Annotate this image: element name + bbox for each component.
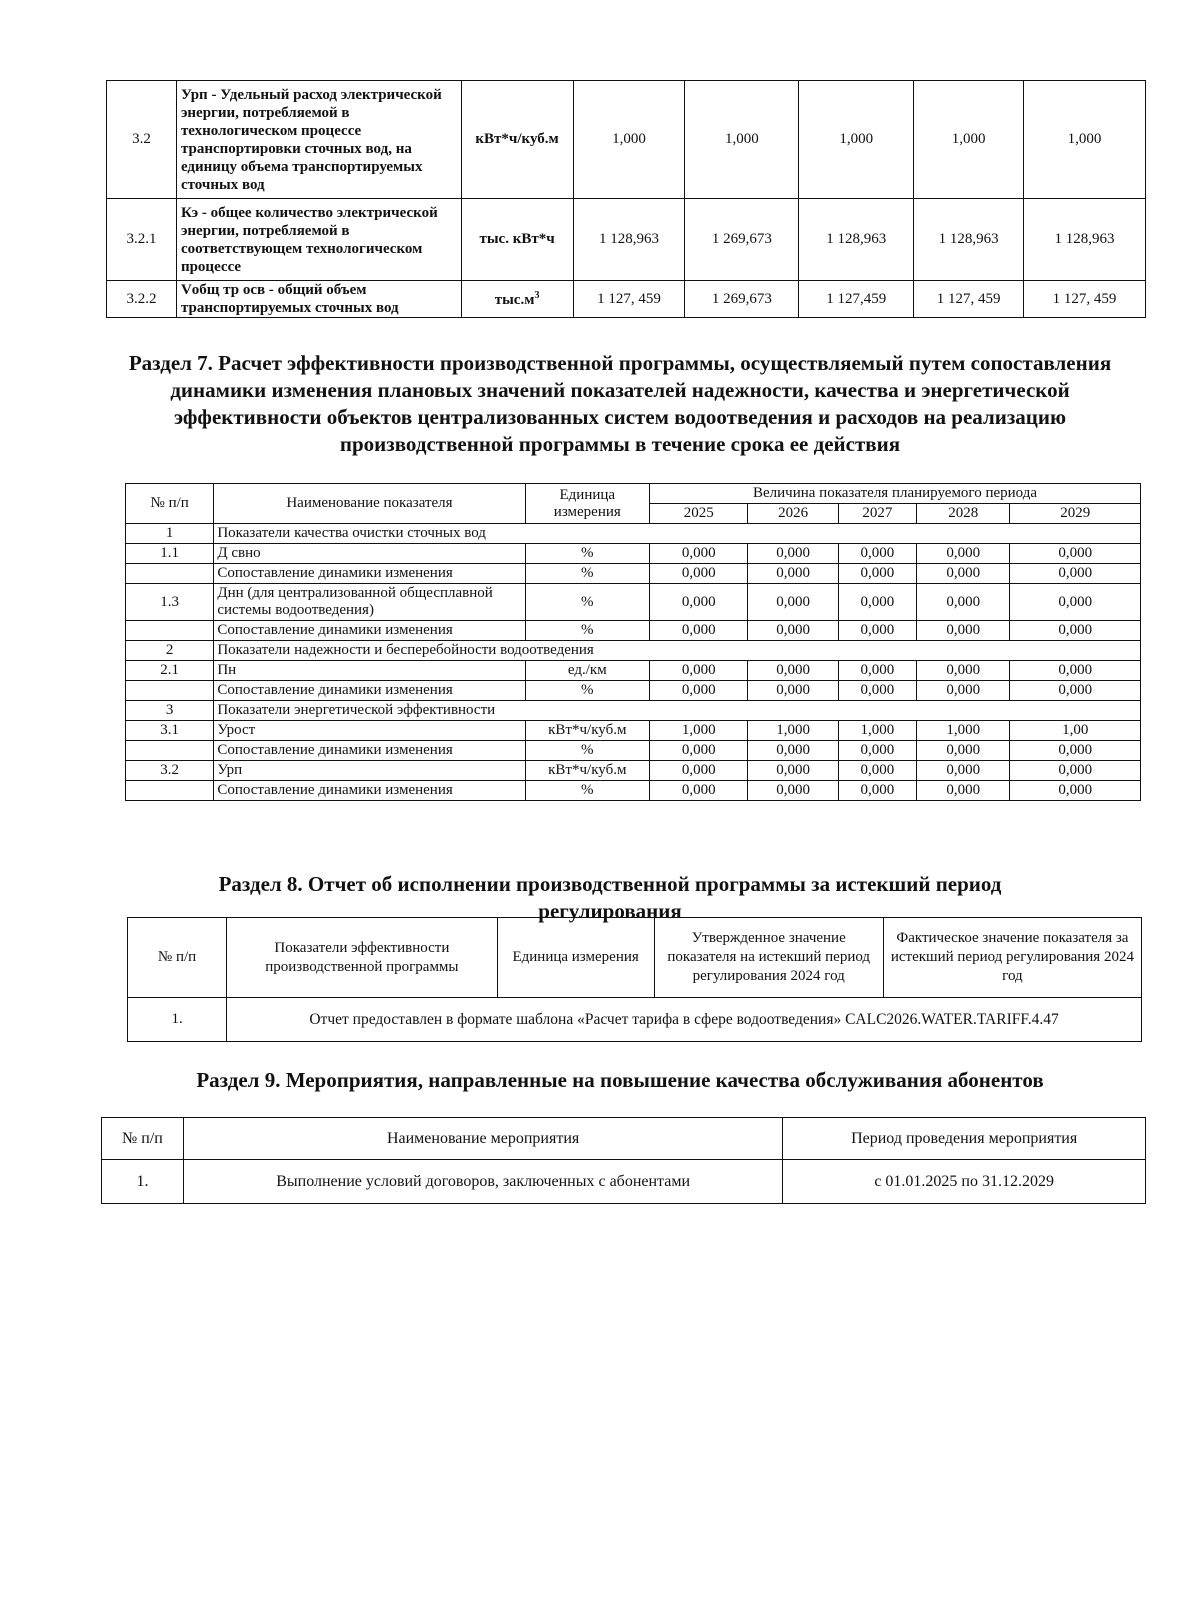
report-header-actual: Фактическое значение показателя за истекший период регулирования 2024 год	[883, 918, 1141, 998]
row-value: 0,000	[650, 661, 748, 681]
row-value: 0,000	[838, 544, 916, 564]
row-value: 1,000	[914, 81, 1024, 199]
unit-superscript: 3	[534, 289, 540, 301]
header-year: 2027	[838, 504, 916, 524]
row-value: 1 127, 459	[914, 281, 1024, 318]
row-num	[126, 781, 214, 801]
row-value: 0,000	[838, 584, 916, 621]
group-row	[126, 641, 1141, 661]
header-num: № п/п	[126, 484, 214, 524]
row-value: 0,000	[917, 584, 1010, 621]
report-header-num: № п/п	[128, 918, 227, 998]
row-value: 1 127,459	[799, 281, 914, 318]
indicator-row	[126, 781, 1141, 801]
row-unit: %	[525, 584, 649, 621]
row-num: 2	[126, 641, 214, 661]
group-name: Показатели надежности и бесперебойности водоотведения	[214, 641, 1141, 661]
row-value: 0,000	[1010, 564, 1141, 584]
row-unit: %	[525, 564, 649, 584]
row-value: 1,000	[748, 721, 838, 741]
activities-header-row	[102, 1118, 1146, 1160]
row-value: 1 127, 459	[573, 281, 685, 318]
row-name: Урп - Удельный расход электрической энергии, потребляемой в технологическом процессе транспортировки сточных вод, на единицу объема транспортируемых сточных вод	[176, 81, 461, 199]
row-value: 1,000	[650, 721, 748, 741]
row-value: 0,000	[650, 621, 748, 641]
row-name: Урост	[214, 721, 525, 741]
row-name: Сопоставление динамики изменения	[214, 741, 525, 761]
row-value: 1,000	[685, 81, 799, 199]
row-num: 3.2	[126, 761, 214, 781]
row-value: 0,000	[650, 584, 748, 621]
row-value: 0,000	[748, 564, 838, 584]
row-value: 1 127, 459	[1024, 281, 1146, 318]
report-header-approved: Утвержденное значение показателя на истекший период регулирования 2024 год	[654, 918, 883, 998]
indicator-row	[126, 621, 1141, 641]
row-value: 0,000	[917, 661, 1010, 681]
row-name: Сопоставление динамики изменения	[214, 621, 525, 641]
report-row	[128, 998, 1142, 1042]
header-year: 2029	[1010, 504, 1141, 524]
row-value: 0,000	[650, 781, 748, 801]
row-value: 0,000	[1010, 681, 1141, 701]
row-value: 0,000	[1010, 741, 1141, 761]
report-table	[127, 917, 1142, 1042]
row-value: 0,000	[748, 584, 838, 621]
row-unit: ед./км	[525, 661, 649, 681]
row-name: Кэ - общее количество электрической энергии, потребляемой в соответствующем технологическом процессе	[176, 199, 461, 281]
report-header-unit: Единица измерения	[497, 918, 654, 998]
indicator-row	[126, 681, 1141, 701]
header-year: 2028	[917, 504, 1010, 524]
row-value: 0,000	[748, 544, 838, 564]
row-value: 0,000	[748, 621, 838, 641]
row-value: 1,000	[838, 721, 916, 741]
section7-title: Раздел 7. Расчет эффективности производственной программы, осуществляемый путем сопоставления динамики изменения плановых значений показателей надежности, качества и энергетической эффективности объектов централизованных систем водоотведения и расходов на реализацию производственной программы в течение срока ее действия	[128, 351, 1112, 456]
row-num: 1	[126, 524, 214, 544]
efficiency-table	[125, 483, 1141, 801]
report-row-num: 1.	[128, 998, 227, 1042]
row-value: 0,000	[838, 661, 916, 681]
row-value: 1,000	[1024, 81, 1146, 199]
row-value: 0,000	[917, 761, 1010, 781]
row-unit	[461, 281, 573, 318]
row-value: 1 128,963	[799, 199, 914, 281]
group-row	[126, 524, 1141, 544]
group-row	[126, 701, 1141, 721]
row-value: 1,00	[1010, 721, 1141, 741]
row-unit: %	[525, 741, 649, 761]
row-value: 0,000	[650, 564, 748, 584]
row-value: 0,000	[917, 781, 1010, 801]
header-year: 2025	[650, 504, 748, 524]
indicator-row	[126, 584, 1141, 621]
row-unit: %	[525, 681, 649, 701]
row-num	[126, 741, 214, 761]
row-value: 1 128,963	[573, 199, 685, 281]
row-value: 1,000	[573, 81, 685, 199]
row-name: Vобщ тр осв - общий объем транспортируемых сточных вод	[176, 281, 461, 318]
row-name: Урп	[214, 761, 525, 781]
row-value: 0,000	[650, 681, 748, 701]
header-name: Наименование показателя	[214, 484, 525, 524]
indicator-row	[126, 721, 1141, 741]
row-value: 1,000	[799, 81, 914, 199]
row-num: 3.2	[107, 81, 177, 199]
section8-title: Раздел 8. Отчет об исполнении производственной программы за истекший период регулирования	[218, 872, 1002, 923]
header-period: Величина показателя планируемого периода	[650, 484, 1141, 504]
row-name: Днн (для централизованной общесплавной системы водоотведения)	[214, 584, 525, 621]
row-num: 3	[126, 701, 214, 721]
row-num	[126, 564, 214, 584]
row-value: 1 269,673	[685, 199, 799, 281]
row-unit: кВт*ч/куб.м	[525, 761, 649, 781]
row-value: 0,000	[838, 564, 916, 584]
activities-row-period: с 01.01.2025 по 31.12.2029	[783, 1160, 1146, 1204]
unit-text: тыс.м	[494, 291, 535, 308]
row-name: Сопоставление динамики изменения	[214, 681, 525, 701]
energy-row	[107, 199, 1146, 281]
row-name: Пн	[214, 661, 525, 681]
row-value: 0,000	[1010, 584, 1141, 621]
activities-header-name: Наименование мероприятия	[183, 1118, 782, 1160]
row-name: Сопоставление динамики изменения	[214, 781, 525, 801]
row-num: 3.2.2	[107, 281, 177, 318]
row-value: 0,000	[650, 741, 748, 761]
row-unit: %	[525, 544, 649, 564]
row-name: Д свно	[214, 544, 525, 564]
activities-row	[102, 1160, 1146, 1204]
row-unit	[461, 199, 573, 281]
row-num: 3.1	[126, 721, 214, 741]
row-value: 1 269,673	[685, 281, 799, 318]
row-value: 0,000	[838, 741, 916, 761]
indicator-row	[126, 564, 1141, 584]
energy-row	[107, 81, 1146, 199]
energy-row	[107, 281, 1146, 318]
group-name: Показатели качества очистки сточных вод	[214, 524, 1141, 544]
row-unit: %	[525, 621, 649, 641]
row-value: 0,000	[748, 661, 838, 681]
header-unit: Единица измерения	[525, 484, 649, 524]
row-value: 0,000	[1010, 781, 1141, 801]
indicator-row	[126, 741, 1141, 761]
activities-header-num: № п/п	[102, 1118, 184, 1160]
report-header-row	[128, 918, 1142, 998]
row-num	[126, 681, 214, 701]
energy-indicators-table	[106, 80, 1146, 318]
row-value: 0,000	[917, 564, 1010, 584]
activities-table	[101, 1117, 1146, 1204]
row-value: 0,000	[748, 681, 838, 701]
row-value: 0,000	[917, 621, 1010, 641]
row-value: 0,000	[1010, 621, 1141, 641]
row-unit: кВт*ч/куб.м	[525, 721, 649, 741]
row-unit: %	[525, 781, 649, 801]
indicator-row	[126, 544, 1141, 564]
row-value: 0,000	[838, 681, 916, 701]
row-value: 0,000	[917, 544, 1010, 564]
unit-text: кВт*ч/куб.м	[475, 131, 559, 147]
row-value: 0,000	[748, 761, 838, 781]
activities-header-period: Период проведения мероприятия	[783, 1118, 1146, 1160]
row-value: 0,000	[917, 681, 1010, 701]
row-num: 1.1	[126, 544, 214, 564]
indicator-row	[126, 761, 1141, 781]
row-num: 2.1	[126, 661, 214, 681]
row-value: 1 128,963	[1024, 199, 1146, 281]
row-value: 0,000	[748, 781, 838, 801]
group-name: Показатели энергетической эффективности	[214, 701, 1141, 721]
row-value: 0,000	[1010, 661, 1141, 681]
indicator-row	[126, 661, 1141, 681]
row-unit	[461, 81, 573, 199]
row-value: 0,000	[838, 621, 916, 641]
header-year: 2026	[748, 504, 838, 524]
row-num	[126, 621, 214, 641]
row-value: 1 128,963	[914, 199, 1024, 281]
row-value: 0,000	[1010, 761, 1141, 781]
section9-title: Раздел 9. Мероприятия, направленные на повышение качества обслуживания абонентов	[196, 1068, 1044, 1092]
row-num: 3.2.1	[107, 199, 177, 281]
row-value: 0,000	[838, 761, 916, 781]
row-name: Сопоставление динамики изменения	[214, 564, 525, 584]
row-value: 0,000	[917, 741, 1010, 761]
row-num: 1.3	[126, 584, 214, 621]
row-value: 0,000	[1010, 544, 1141, 564]
row-value: 0,000	[650, 544, 748, 564]
activities-row-name: Выполнение условий договоров, заключенных с абонентами	[183, 1160, 782, 1204]
activities-row-num: 1.	[102, 1160, 184, 1204]
row-value: 0,000	[650, 761, 748, 781]
unit-text: тыс. кВт*ч	[479, 231, 555, 247]
efficiency-header-row	[126, 484, 1141, 504]
report-header-name: Показатели эффективности производственной программы	[227, 918, 498, 998]
report-row-text: Отчет предоставлен в формате шаблона «Расчет тарифа в сфере водоотведения» CALC2026.WATER.TARIFF.4.47	[227, 998, 1142, 1042]
row-value: 1,000	[917, 721, 1010, 741]
row-value: 0,000	[748, 741, 838, 761]
row-value: 0,000	[838, 781, 916, 801]
